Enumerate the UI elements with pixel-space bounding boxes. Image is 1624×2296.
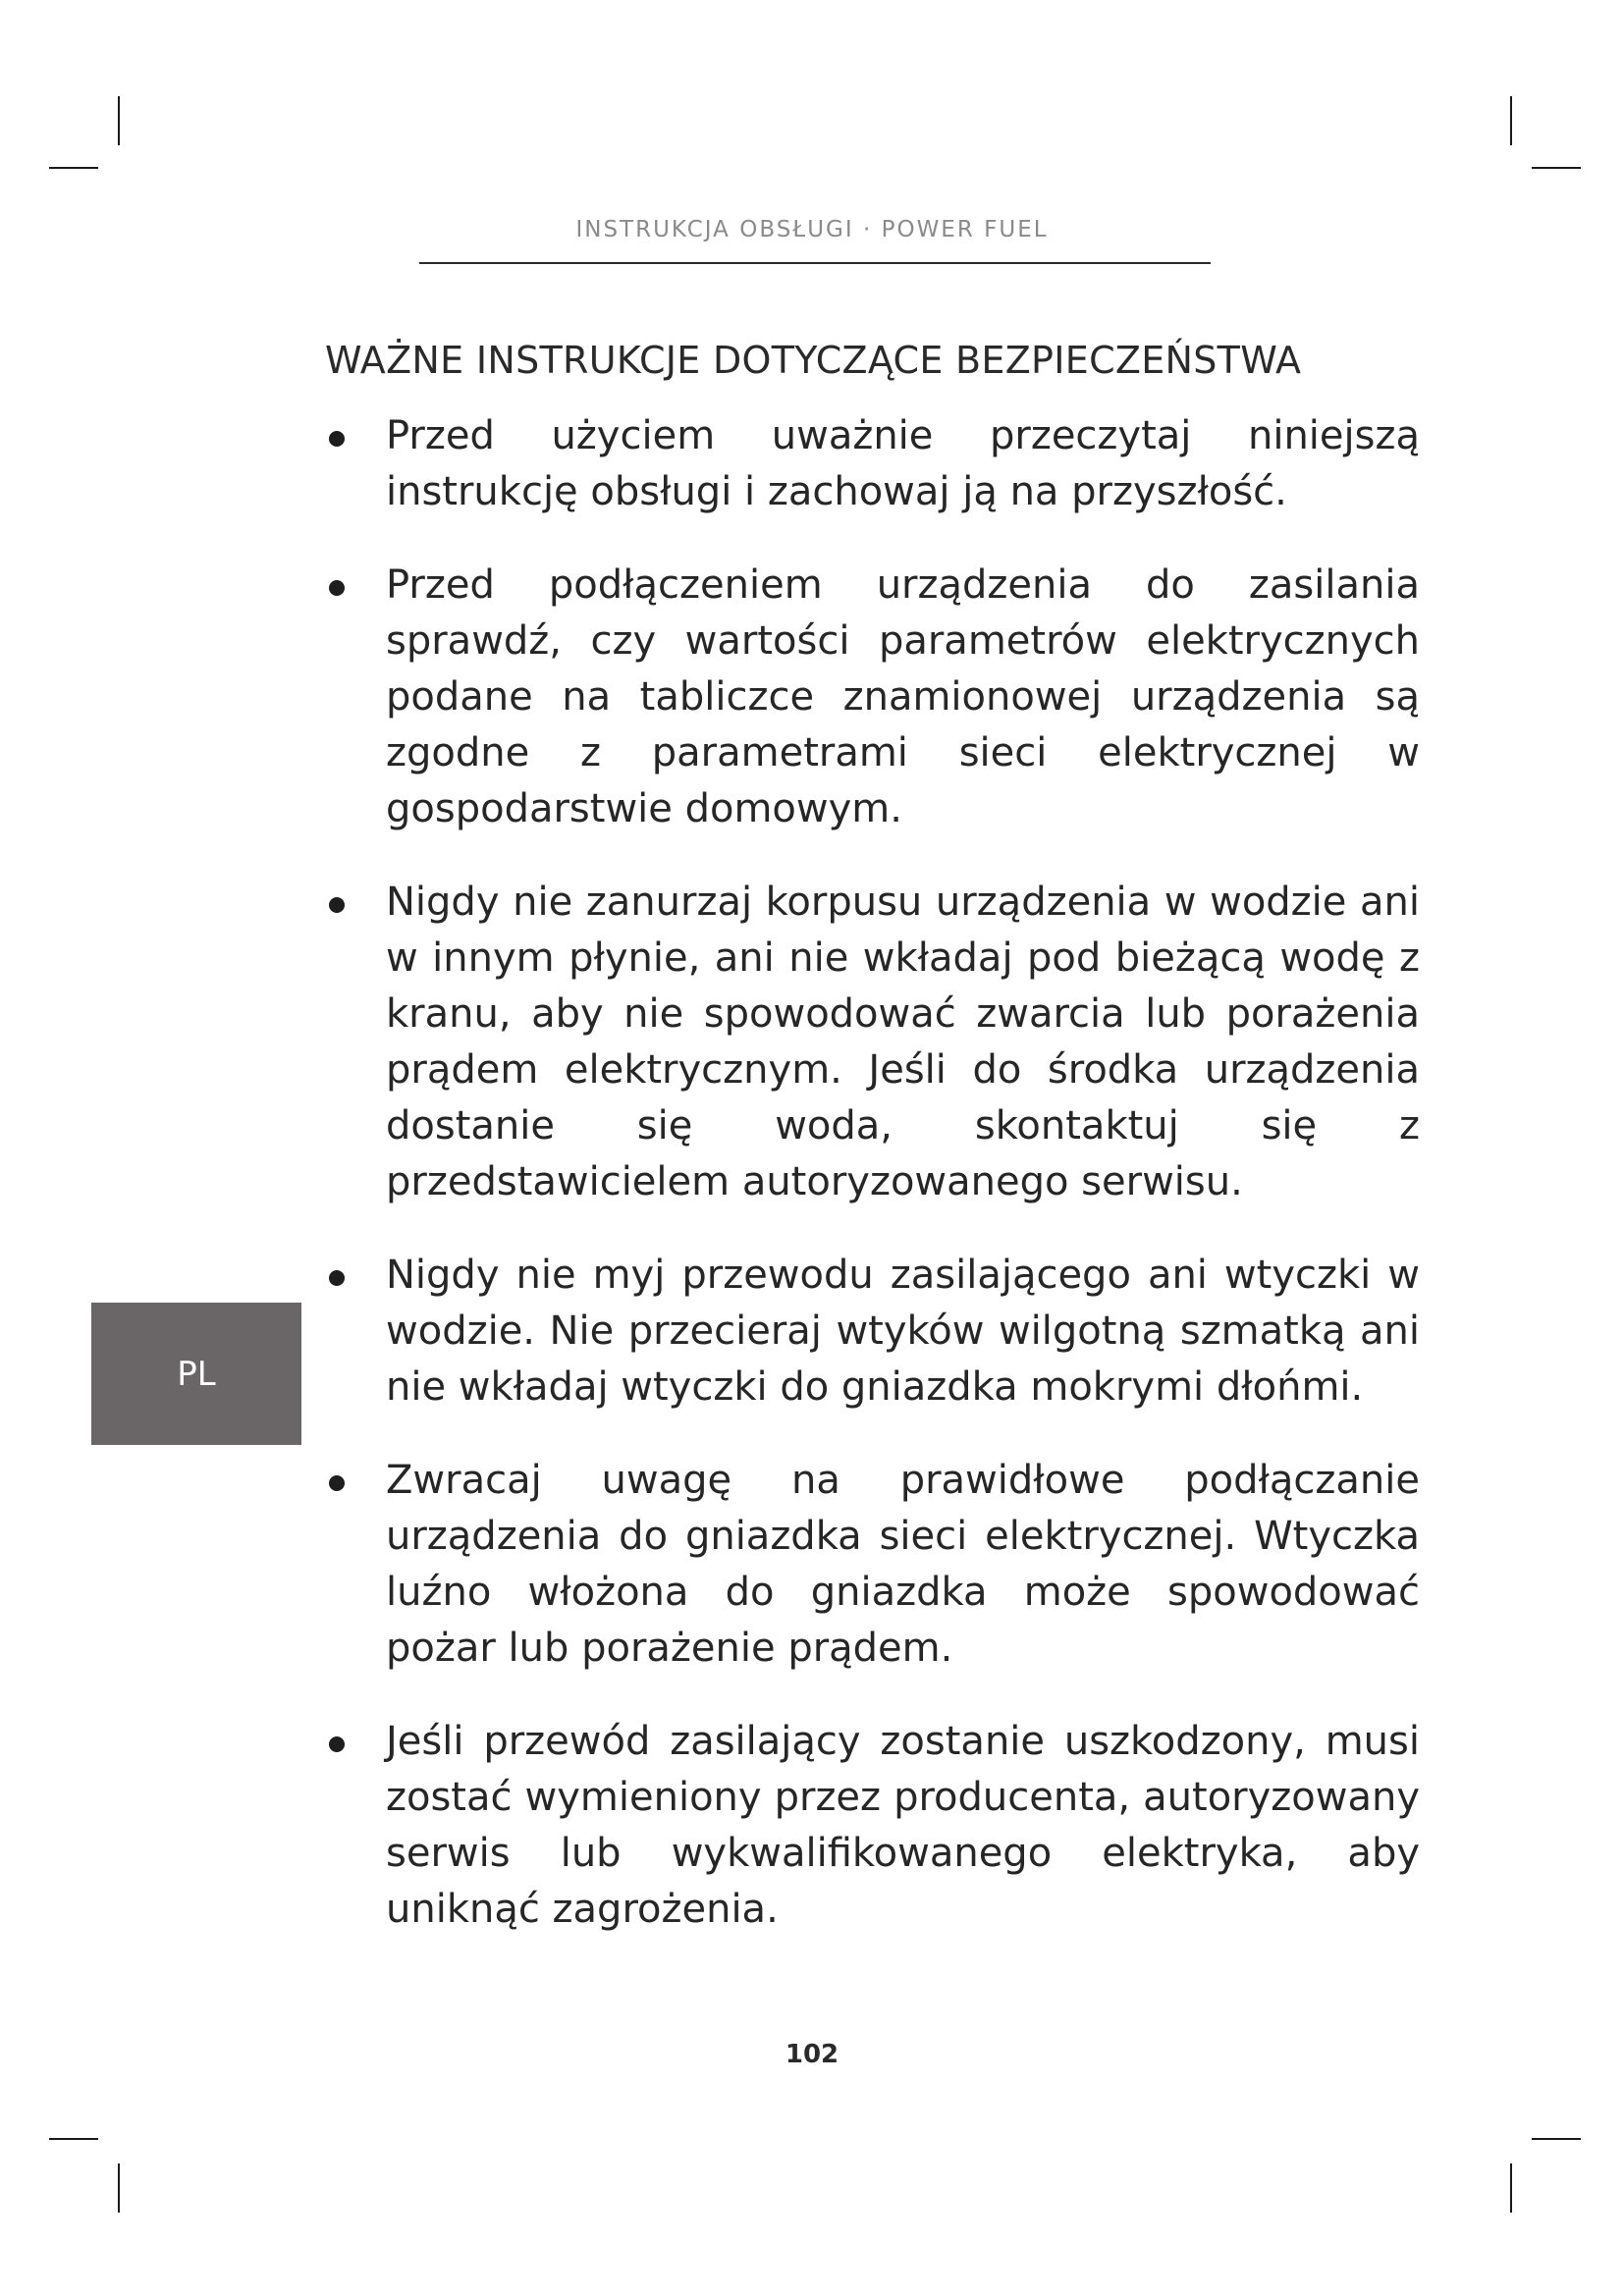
bullet-icon bbox=[329, 1270, 345, 1286]
crop-mark-top-left-h bbox=[49, 167, 98, 169]
crop-mark-bottom-left-v bbox=[118, 2163, 120, 2213]
list-item-text: Nigdy nie myj przewodu zasilającego ani wtyczki w wodzie. Nie przecieraj wtyków wilgotną szmatką ani nie wkładaj wtyczki do gniazdka mokrymi dłońmi. bbox=[386, 1253, 1420, 1410]
crop-mark-top-right-v bbox=[1510, 96, 1512, 145]
crop-mark-bottom-right-h bbox=[1532, 2138, 1581, 2140]
bullet-icon bbox=[329, 1475, 345, 1491]
list-item bbox=[325, 408, 1420, 520]
list-item bbox=[325, 1453, 1420, 1677]
crop-mark-bottom-left-h bbox=[49, 2138, 98, 2140]
list-item bbox=[325, 875, 1420, 1210]
list-item-text: Przed użyciem uważnie przeczytaj niniejszą instrukcję obsługi i zachowaj ją na przyszłość. bbox=[386, 413, 1420, 514]
list-item bbox=[325, 1714, 1420, 1938]
list-item bbox=[325, 1248, 1420, 1415]
section-title: WAŻNE INSTRUKCJE DOTYCZĄCE BEZPIECZEŃSTWA bbox=[325, 339, 1302, 382]
list-item-text: Zwracaj uwagę na prawidłowe podłączanie urządzenia do gniazdka sieci elektrycznej. Wtyczka luźno włożona do gniazdka może spowodować pożar lub porażenie prądem. bbox=[386, 1458, 1420, 1671]
list-item-text: Nigdy nie zanurzaj korpusu urządzenia w wodzie ani w innym płynie, ani nie wkładaj pod bieżącą wodę z kranu, aby nie spowodować zwarcia lub porażenia prądem elektrycznym. Jeśli do środka urządzenia dostanie się woda, skontaktuj się z przedstawicielem autoryzowanego serwisu. bbox=[386, 880, 1420, 1204]
bullet-icon bbox=[329, 431, 345, 447]
bullet-icon bbox=[329, 1736, 345, 1752]
safety-instructions-list bbox=[325, 408, 1420, 1975]
crop-mark-top-right-h bbox=[1532, 167, 1581, 169]
language-tab-label: PL bbox=[177, 1354, 216, 1394]
bullet-icon bbox=[329, 897, 345, 913]
bullet-icon bbox=[329, 580, 345, 596]
language-tab bbox=[91, 1303, 301, 1445]
crop-mark-top-left-v bbox=[118, 96, 120, 145]
crop-mark-bottom-right-v bbox=[1510, 2163, 1512, 2213]
list-item-text: Przed podłączeniem urządzenia do zasilania sprawdź, czy wartości parametrów elektrycznych podane na tabliczce znamionowej urządzenia są zgodne z parametrami sieci elektrycznej w gospodarstwie domowym. bbox=[386, 562, 1420, 831]
running-header: INSTRUKCJA OBSŁUGI · POWER FUEL bbox=[575, 217, 1049, 242]
list-item-text: Jeśli przewód zasilający zostanie uszkodzony, musi zostać wymieniony przez producenta, autoryzowany serwis lub wykwalifikowanego elektryka, aby uniknąć zagrożenia. bbox=[386, 1719, 1420, 1932]
page-number: 102 bbox=[785, 2040, 839, 2069]
list-item bbox=[325, 558, 1420, 837]
header-divider bbox=[419, 262, 1211, 264]
